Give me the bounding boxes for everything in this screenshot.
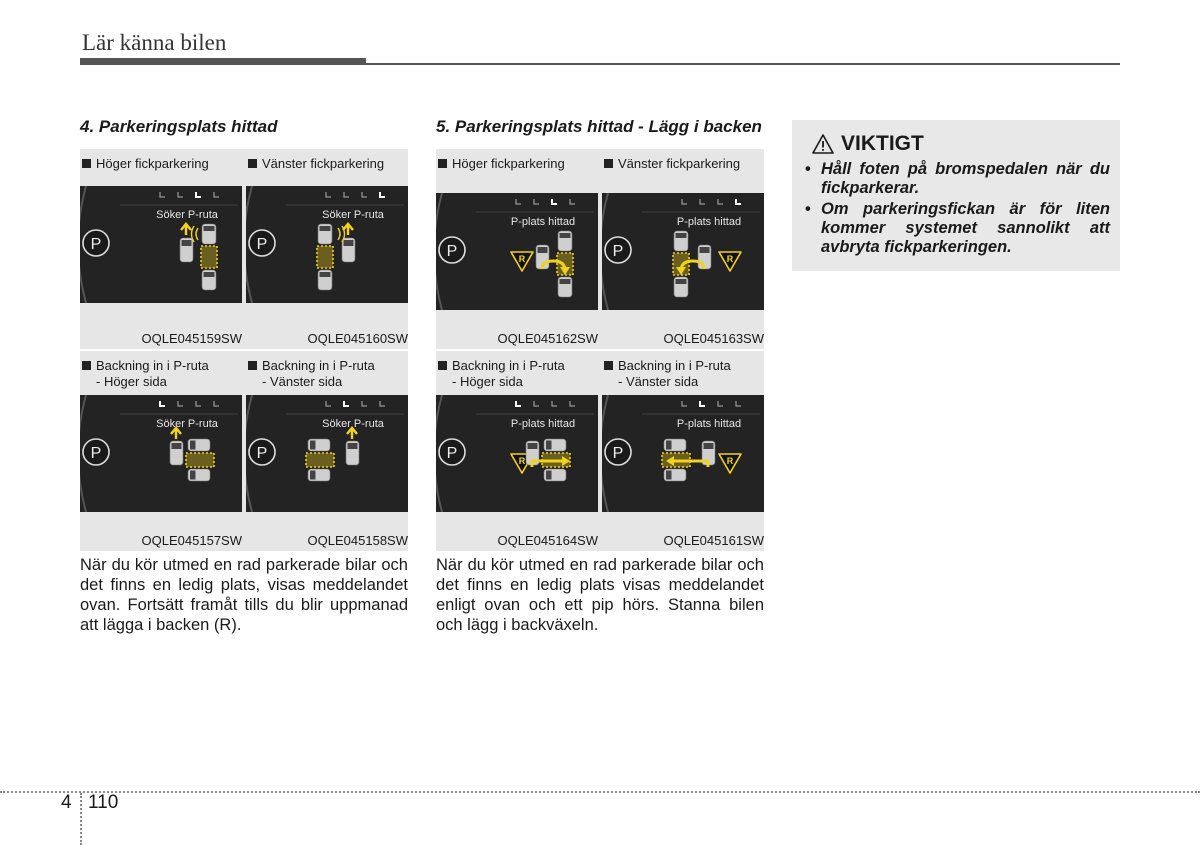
figure-caption [602, 351, 764, 388]
mode-icon [552, 401, 557, 406]
chapter-number: 4 [61, 792, 72, 813]
figure-cell [246, 351, 408, 551]
figure-label: Backning in i P-ruta [452, 358, 565, 373]
gear-p-letter: P [90, 445, 102, 462]
mode-icon [736, 401, 741, 406]
header-rule-thick [80, 58, 366, 65]
warning-box [792, 120, 1120, 271]
warning-title: VIKTIGT [841, 132, 924, 155]
header-rule-thin [366, 63, 1120, 65]
cluster-screen [436, 395, 598, 512]
figure-caption [246, 149, 408, 186]
figure-caption [80, 351, 242, 388]
own-car-icon-window [528, 443, 538, 449]
figure-caption [246, 351, 408, 388]
section-parkering-hittad [80, 117, 408, 635]
square-bullet-icon [82, 361, 91, 370]
cluster-display-svg [80, 186, 242, 303]
footer-dotted-divider [80, 793, 82, 845]
figure-label: Backning in i P-ruta [262, 358, 375, 373]
own-car-icon-window [348, 443, 358, 449]
figure-label: Höger fickparkering [96, 156, 209, 171]
mode-icon [682, 401, 687, 406]
square-bullet-icon [248, 361, 257, 370]
parked-car-icon-window [310, 471, 316, 480]
mode-icon [736, 199, 741, 204]
figure-row [436, 149, 764, 349]
figure-cell [80, 351, 242, 551]
parked-car-icon-window [560, 279, 571, 284]
mode-icon [682, 199, 687, 204]
parked-car-icon-window [190, 471, 196, 480]
figure-cell [602, 149, 764, 349]
cluster-display-svg [436, 193, 598, 310]
figure-cell [80, 149, 242, 349]
parked-car-icon-window [560, 233, 571, 238]
section-body-text: När du kör utmed en rad parkerade bilar och det finns en ledig plats visas meddelandet enligt ovan och ett pip hörs. Stanna bilen och lägg i backväxeln. [436, 556, 764, 634]
figure-sublabel: - Höger sida [96, 374, 167, 389]
figure-code: OQLE045164SW [497, 533, 598, 548]
mode-icon [214, 401, 219, 406]
gear-p-letter: P [90, 236, 102, 253]
mode-icon [196, 192, 201, 197]
own-car-icon-window [700, 247, 710, 253]
parking-space [186, 453, 214, 467]
section-title: 4. Parkeringsplats hittad [80, 117, 278, 136]
mode-icon [326, 401, 331, 406]
warning-list [804, 160, 1110, 257]
mode-icon [178, 401, 183, 406]
gear-p-letter: P [446, 243, 458, 260]
figure-code: OQLE045159SW [141, 331, 242, 346]
warning-triangle-icon [812, 134, 834, 154]
parked-car-icon-window [676, 233, 687, 238]
parked-car-icon-window [204, 272, 215, 277]
figure-caption [436, 149, 598, 186]
figure-label: Vänster fickparkering [618, 156, 741, 171]
mode-icon [570, 401, 575, 406]
warning-header [804, 132, 1110, 156]
cluster-display-svg [436, 395, 598, 512]
cluster-screen [602, 193, 764, 310]
section-body-text: När du kör utmed en rad parkerade bilar och det finns en ledig plats, visas meddelandet ovan. Fortsätt framåt tills du blir uppmanad att lägga i backen (R). [80, 556, 408, 634]
mode-icon [362, 401, 367, 406]
parked-car-icon-window [676, 279, 687, 284]
square-bullet-icon [438, 159, 447, 168]
cluster-display-svg [246, 186, 408, 303]
gear-p-letter: P [612, 445, 624, 462]
cluster-display-svg [602, 395, 764, 512]
mode-icon [214, 192, 219, 197]
own-car-icon-window [538, 247, 548, 253]
gear-r-letter: R [726, 456, 734, 466]
figure-code: OQLE045158SW [307, 533, 408, 548]
page-number: 110 [88, 792, 119, 813]
mode-icon [534, 401, 539, 406]
figure-sublabel: - Höger sida [452, 374, 523, 389]
figure-label: Vänster fickparkering [262, 156, 385, 171]
figure-cell [436, 149, 598, 349]
figure-sublabel: - Vänster sida [618, 374, 699, 389]
screen-status-text: Söker P-ruta [322, 418, 384, 430]
cluster-screen [602, 395, 764, 512]
own-car-icon-window [704, 443, 714, 449]
square-bullet-icon [438, 361, 447, 370]
figure-caption [80, 149, 242, 186]
figure-code: OQLE045161SW [663, 533, 764, 548]
figure-row [80, 351, 408, 551]
square-bullet-icon [604, 159, 613, 168]
mode-icon [344, 401, 349, 406]
figure-label: Backning in i P-ruta [96, 358, 209, 373]
mode-icon [160, 192, 165, 197]
figure-sublabel: - Vänster sida [262, 374, 343, 389]
sensor-wave-icon [192, 226, 199, 242]
cluster-display-svg [246, 395, 408, 512]
cluster-display-svg [602, 193, 764, 310]
figure-code: OQLE045157SW [141, 533, 242, 548]
mode-icon [718, 401, 723, 406]
figure-label: Backning in i P-ruta [618, 358, 731, 373]
mode-icon [718, 199, 723, 204]
figure-code: OQLE045163SW [663, 331, 764, 346]
figure-cell [246, 149, 408, 349]
mode-icon [344, 192, 349, 197]
figure-caption [436, 351, 598, 388]
cluster-screen [80, 395, 242, 512]
figure-cell [602, 351, 764, 551]
figure-row [80, 149, 408, 349]
warning-item: • Håll foten på bromspedalen när du fickparkerar. [804, 160, 1110, 198]
parking-space [306, 453, 334, 467]
parked-car-icon-window [666, 471, 672, 480]
mode-icon [534, 199, 539, 204]
gear-r-letter: R [518, 456, 526, 466]
parked-car-icon-window [546, 441, 552, 450]
screen-status-text: Söker P-ruta [156, 209, 218, 221]
mode-icon [178, 192, 183, 197]
section-title: 5. Parkeringsplats hittad - Lägg i backen [436, 117, 762, 136]
parked-car-icon-window [190, 441, 196, 450]
screen-status-text: P-plats hittad [510, 216, 576, 228]
own-car-icon-window [344, 240, 354, 246]
figure-code: OQLE045162SW [497, 331, 598, 346]
mode-icon [516, 401, 521, 406]
mode-icon [380, 401, 385, 406]
mode-icon [326, 192, 331, 197]
sensor-wave-icon [338, 226, 345, 242]
gear-p-letter: P [446, 445, 458, 462]
parking-space [201, 246, 217, 268]
cluster-display-svg [80, 395, 242, 512]
parked-car-icon-window [546, 471, 552, 480]
mode-icon [552, 199, 557, 204]
section-lagg-i-backen [436, 117, 764, 635]
figure-cell [436, 351, 598, 551]
cluster-screen [80, 186, 242, 303]
gear-p-letter: P [256, 236, 268, 253]
mode-icon [570, 199, 575, 204]
square-bullet-icon [82, 159, 91, 168]
mode-icon [516, 199, 521, 204]
mode-icon [700, 199, 705, 204]
own-car-icon-window [172, 443, 182, 449]
gear-r-letter: R [726, 254, 734, 264]
screen-status-text: Söker P-ruta [322, 209, 384, 221]
forward-arrow-icon [181, 224, 191, 235]
mode-icon [362, 192, 367, 197]
square-bullet-icon [604, 361, 613, 370]
mode-icon [160, 401, 165, 406]
footer-dotted-rule [0, 791, 1200, 793]
parking-space [317, 246, 333, 268]
screen-status-text: Söker P-ruta [156, 418, 218, 430]
gear-p-letter: P [612, 243, 624, 260]
parked-car-icon-window [310, 441, 316, 450]
cluster-screen [246, 395, 408, 512]
parked-car-icon-window [320, 226, 331, 231]
gear-r-letter: R [518, 254, 526, 264]
screen-status-text: P-plats hittad [676, 216, 742, 228]
parked-car-icon-window [320, 272, 331, 277]
cluster-screen [246, 186, 408, 303]
mode-icon [380, 192, 385, 197]
gear-p-letter: P [256, 445, 268, 462]
mode-icon [196, 401, 201, 406]
square-bullet-icon [248, 159, 257, 168]
parked-car-icon-window [204, 226, 215, 231]
screen-status-text: P-plats hittad [676, 418, 742, 430]
figure-row [436, 351, 764, 551]
own-car-icon-window [182, 240, 192, 246]
chapter-title: Lär känna bilen [82, 30, 227, 55]
parked-car-icon-window [666, 441, 672, 450]
figure-code: OQLE045160SW [307, 331, 408, 346]
figure-label: Höger fickparkering [452, 156, 565, 171]
figure-caption [602, 149, 764, 186]
screen-status-text: P-plats hittad [510, 418, 576, 430]
mode-icon [700, 401, 705, 406]
cluster-screen [436, 193, 598, 310]
warning-item: • Om parkeringsfickan är för liten kommer systemet sannolikt att avbryta fickparkeringen. [804, 200, 1110, 257]
